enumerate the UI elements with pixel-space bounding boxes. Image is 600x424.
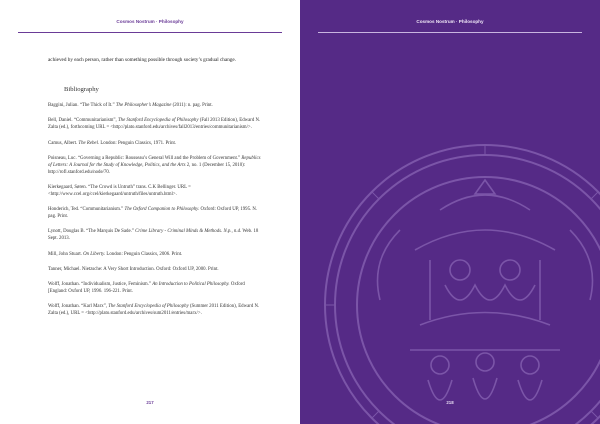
entry-title: The Oxford Companion to Philosophy. — [124, 207, 200, 213]
entry-title: On Liberty. — [83, 251, 106, 257]
university-seal-watermark — [320, 140, 600, 424]
bibliography-entry — [48, 206, 261, 220]
entry-title: The Rebel. — [78, 140, 100, 146]
bibliography-heading: Bibliography — [64, 85, 99, 93]
entry-text: Bell, Daniel. “Communitarianism”, — [48, 118, 118, 124]
entry-text: London: Penguin Classics, 2006. Print. — [105, 251, 183, 257]
running-head-right: Cosmos Nostrum · Philosophy — [416, 19, 484, 24]
bibliography-entry — [48, 228, 261, 242]
entry-text: Wolff, Jonathan. “Karl Marx”, — [48, 304, 109, 310]
entry-text: 2, no. 1 (December 15, 2010): http://rofl.stanford.edu/node/70. — [48, 162, 246, 175]
entry-text: (Fall 2013 Edition), Edward N. Zalta (ed.), forthcoming URL = <http://plato.stanford.edu/archives/fall2013/entries/communitarianism/>. — [48, 118, 261, 131]
entry-text: Wolff, Jonathan. “Individualism, Justice, Feminism.” — [48, 281, 153, 287]
seal-figures — [378, 180, 593, 424]
right-page — [300, 0, 600, 424]
entry-title: Crime Library - Criminal Minds & Methods. N.p., n.d. — [135, 229, 242, 235]
header-rule-left — [18, 32, 282, 33]
entry-text: Mill, John Stuart. — [48, 251, 84, 257]
entry-text: Honderich, Ted. “Communitarianism.” — [48, 207, 125, 213]
entry-text: Baggini, Julian. “The Thick of It.” — [48, 103, 116, 109]
bibliography-entry — [48, 140, 261, 147]
entry-title: An Introduction to Political Philosophy. — [152, 281, 230, 287]
bibliography-entry — [48, 117, 261, 131]
entry-text: Oxford [England: Oxford UP, 1996. 196-221. Print. — [48, 281, 245, 294]
entry-text: (2011): n. pag. Print. — [171, 103, 213, 109]
seal-outer-ring — [325, 145, 600, 424]
entry-text: Lynott, Douglas B. “The Marquis De Sade.” — [48, 229, 136, 235]
bibliography-entry — [48, 266, 261, 273]
entry-text: Kierkegaard, Søren. “The Crowd is Untruth” trans. C.K Bellinger. URL = <http://www.ccel.org/ccel/kierkegaard/untruth/files/untruth.html>. — [48, 184, 191, 197]
bibliography-entry — [48, 102, 261, 109]
page-number-right: 218 — [446, 400, 454, 405]
seal-ring-marks — [325, 145, 600, 424]
bibliography-entry — [48, 303, 261, 317]
paragraph-end: achieved by each person, rather than something possible through society’s gradual change. — [48, 57, 236, 63]
entry-text: Camus, Albert. — [48, 140, 79, 146]
entry-text: Web. 18 Sept. 2013. — [48, 229, 259, 242]
entry-text: Oxford: Oxford UP, 1995. N. pag. Print. — [48, 207, 258, 220]
entry-title: Republics of Letters: A Journal for the Study of Knowledge, Politics, and the Arts — [48, 155, 261, 168]
bibliography-entry — [48, 184, 261, 198]
entry-text: London: Penguin Classics, 1971. Print. — [99, 140, 177, 146]
entry-text: (Summer 2011 Edition), Edward N. Zalta (ed.), URL = <http://plato.stanford.edu/archives/sum2011/entries/marx/>. — [48, 304, 260, 317]
bibliography-entry — [48, 155, 261, 176]
left-page-body — [48, 57, 261, 325]
bibliography-entry — [48, 251, 261, 258]
seal-center-ring — [357, 177, 600, 424]
entry-text: Poisneau, Luc. “Governing a Republic: Rousseau’s General Will and the Problem of Government.” — [48, 155, 242, 161]
entry-title: The Stanford Encyclopedia of Philosophy — [108, 304, 189, 310]
entry-text: Tanner, Michael. Nietzsche: A Very Short Introduction. Oxford: Oxford UP, 2000. Print. — [48, 266, 219, 272]
bibliography-list — [48, 102, 261, 317]
running-head-left: Cosmos Nostrum · Philosophy — [116, 19, 184, 24]
header-rule-right — [318, 32, 582, 33]
entry-title: The Stanford Encyclopedia of Philosophy — [117, 118, 199, 124]
entry-title: The Philosopher’s Magazine — [115, 103, 172, 109]
bibliography-entry — [48, 281, 261, 295]
page-number-left: 217 — [146, 400, 154, 405]
